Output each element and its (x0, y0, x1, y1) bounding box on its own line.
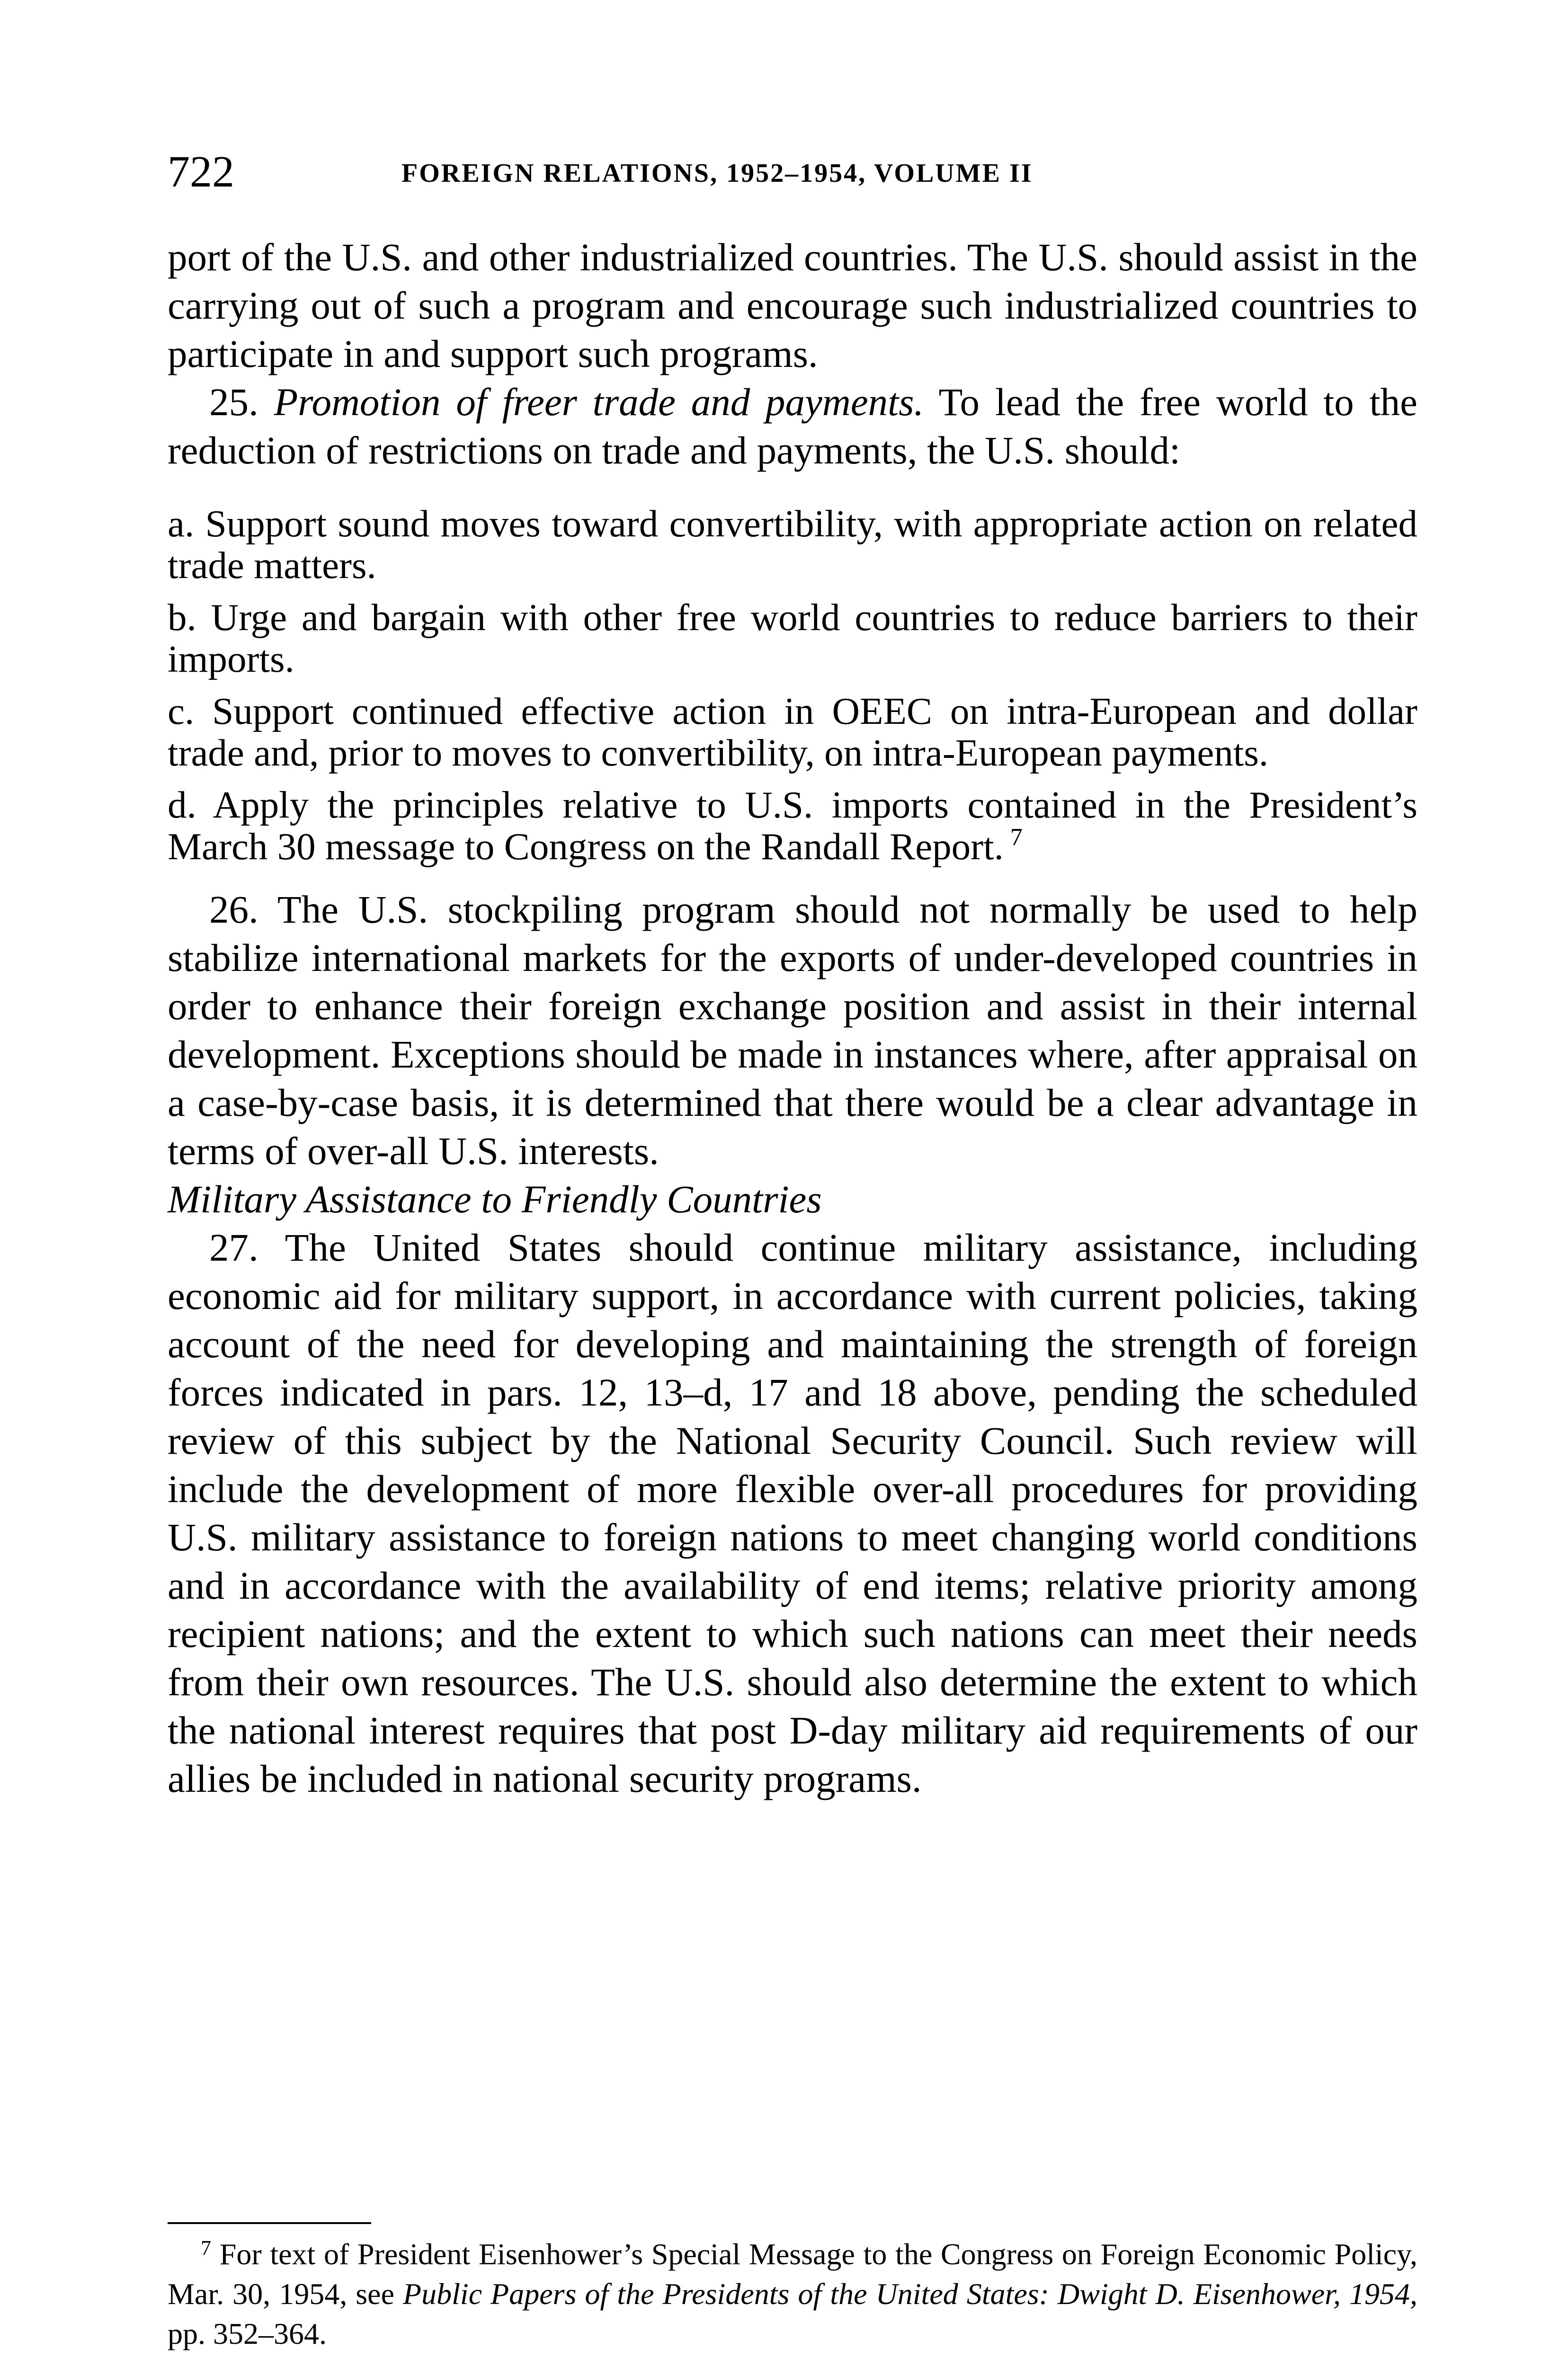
subparagraph-25b: b. Urge and bargain with other free world countries to reduce barriers to their imports. (168, 596, 1417, 680)
footnote-citation-title: Public Papers of the Presidents of the United States: Dwight D. Eisenhower, 1954, (403, 2277, 1418, 2311)
page-header (168, 146, 1417, 198)
footnote-reference-7[interactable]: 7 (1010, 824, 1023, 851)
footnote-text (168, 2234, 1417, 2354)
paragraph-25-title: Promotion of freer trade and payments. (274, 380, 924, 424)
running-head: FOREIGN RELATIONS, 1952–1954, VOLUME II (401, 159, 1033, 188)
paragraph-24-continuation: port of the U.S. and other industrialized countries. The U.S. should assist in the carrying out of such a program and encourage such industrialized countries to participate in and support such programs. (168, 235, 1417, 375)
footnote-marker: 7 (201, 2236, 211, 2260)
subparagraph-25d (168, 784, 1417, 867)
paragraph-25 (168, 378, 1417, 474)
subparagraph-25a: a. Support sound moves toward convertibility, with appropriate action on related trade matters. (168, 502, 1417, 587)
subparagraph-25d-text: d. Apply the principles relative to U.S. imports contained in the President’s March 30 message to Congress on the Randall Report. (168, 783, 1417, 868)
paragraph-26: 26. The U.S. stockpiling program should not normally be used to help stabilize international markets for the exports of under-developed countries in order to enhance their foreign exchange position and assist in their internal development. Exceptions should be made in instances where, after appraisal on a case-by-case basis, it is determined that there would be a clear advantage in terms of over-all U.S. interests. (168, 888, 1417, 1173)
footnote-text-before: For text of President Eisenhower’s Special Message to the Congress on Foreign Economic Policy, Mar. 30, 1954, see (168, 2237, 1418, 2311)
page-number: 722 (168, 147, 234, 196)
paragraph-25-text: To lead the free world to the reduction of restrictions on trade and payments, the U.S. should: (168, 380, 1418, 472)
footnote-7 (168, 2234, 1417, 2354)
section-heading: Military Assistance to Friendly Countries (168, 1177, 822, 1221)
subparagraph-25c: c. Support continued effective action in OEEC on intra-European and dollar trade and, prior to moves to convertibility, on intra-European payments. (168, 690, 1417, 774)
footnote-rule (168, 2222, 371, 2224)
paragraph-25-number: 25. (209, 380, 258, 424)
body-text (168, 233, 1417, 1803)
footnote-text-after: pp. 352–364. (168, 2317, 327, 2350)
paragraph-27: 27. The United States should continue military assistance, including economic aid for military support, in accordance with current policies, taking account of the need for developing and maintaining the strength of foreign forces indicated in pars. 12, 13–d, 17 and 18 above, pending the scheduled review of this subject by the National Security Council. Such review will include the development of more flexible over-all procedures for providing U.S. military assistance to foreign nations to meet changing world conditions and in accordance with the availability of end items; relative priority among recipient nations; and the extent to which such nations can meet their needs from their own resources. The U.S. should also determine the extent to which the national interest requires that post D-day military aid requirements of our allies be included in national security programs. (168, 1226, 1417, 1800)
